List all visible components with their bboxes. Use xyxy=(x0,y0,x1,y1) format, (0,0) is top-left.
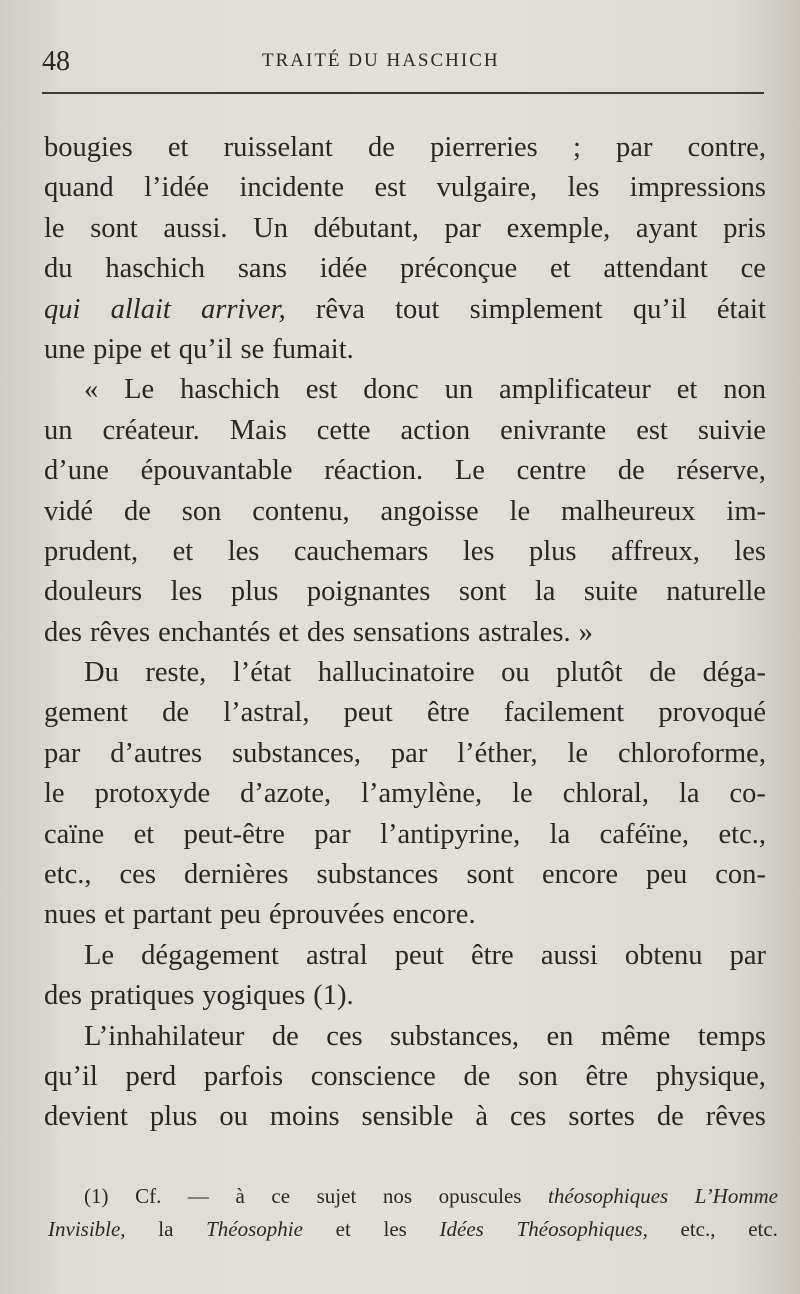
text-line: prudent, et les cauchemars les plus affreux, les xyxy=(44,535,766,567)
text-line: etc., ces dernières substances sont encore peu con- xyxy=(44,859,766,891)
footnotes xyxy=(48,1180,778,1246)
body-text xyxy=(44,128,766,1138)
text-line: L’inhahilateur de ces substances, en même temps xyxy=(84,1020,766,1052)
text-line: un créateur. Mais cette action enivrante est suivie xyxy=(44,414,766,446)
text-line: une pipe et qu’il se fumait. xyxy=(44,333,354,365)
footnote-line: Invisible, la Théosophie et les Idées Théosophiques, etc., etc. xyxy=(48,1217,778,1241)
text-line: du haschich sans idée préconçue et attendant ce xyxy=(44,253,766,285)
running-head xyxy=(42,42,764,82)
text-line: qu’il perd parfois conscience de son être physique, xyxy=(44,1060,766,1092)
text-line: le sont aussi. Un débutant, par exemple, ayant pris xyxy=(44,212,766,244)
running-title: TRAITÉ DU HASCHICH xyxy=(262,50,500,71)
text-line: qui allait arriver, rêva tout simplement qu’il était xyxy=(44,293,766,325)
text-line: vidé de son contenu, angoisse le malheureux im- xyxy=(44,495,766,527)
header-rule xyxy=(42,92,764,94)
footnote-line: (1) Cf. — à ce sujet nos opuscules théosophiques L’Homme xyxy=(84,1184,778,1208)
text-line: nues et partant peu éprouvées encore. xyxy=(44,899,476,931)
page-number: 48 xyxy=(42,46,70,77)
text-line: devient plus ou moins sensible à ces sortes de rêves xyxy=(44,1101,766,1133)
text-line: Du reste, l’état hallucinatoire ou plutôt de déga- xyxy=(84,657,766,689)
text-line: par d’autres substances, par l’éther, le chloroforme, xyxy=(44,737,766,769)
text-line: gement de l’astral, peut être facilement provoqué xyxy=(44,697,766,729)
text-line: Le dégagement astral peut être aussi obtenu par xyxy=(84,939,766,971)
text-line: des pratiques yogiques (1). xyxy=(44,980,354,1012)
text-line: des rêves enchantés et des sensations astrales. » xyxy=(44,616,593,648)
text-line: le protoxyde d’azote, l’amylène, le chloral, la co- xyxy=(44,778,766,810)
text-line: bougies et ruisselant de pierreries ; par contre, xyxy=(44,132,766,163)
text-line: quand l’idée incidente est vulgaire, les impressions xyxy=(44,172,766,204)
text-line: caïne et peut-être par l’antipyrine, la caféïne, etc., xyxy=(44,818,766,850)
text-line: d’une épouvantable réaction. Le centre de réserve, xyxy=(44,455,766,487)
text-line: douleurs les plus poignantes sont la suite naturelle xyxy=(44,576,766,608)
text-line: « Le haschich est donc un amplificateur et non xyxy=(84,374,766,406)
